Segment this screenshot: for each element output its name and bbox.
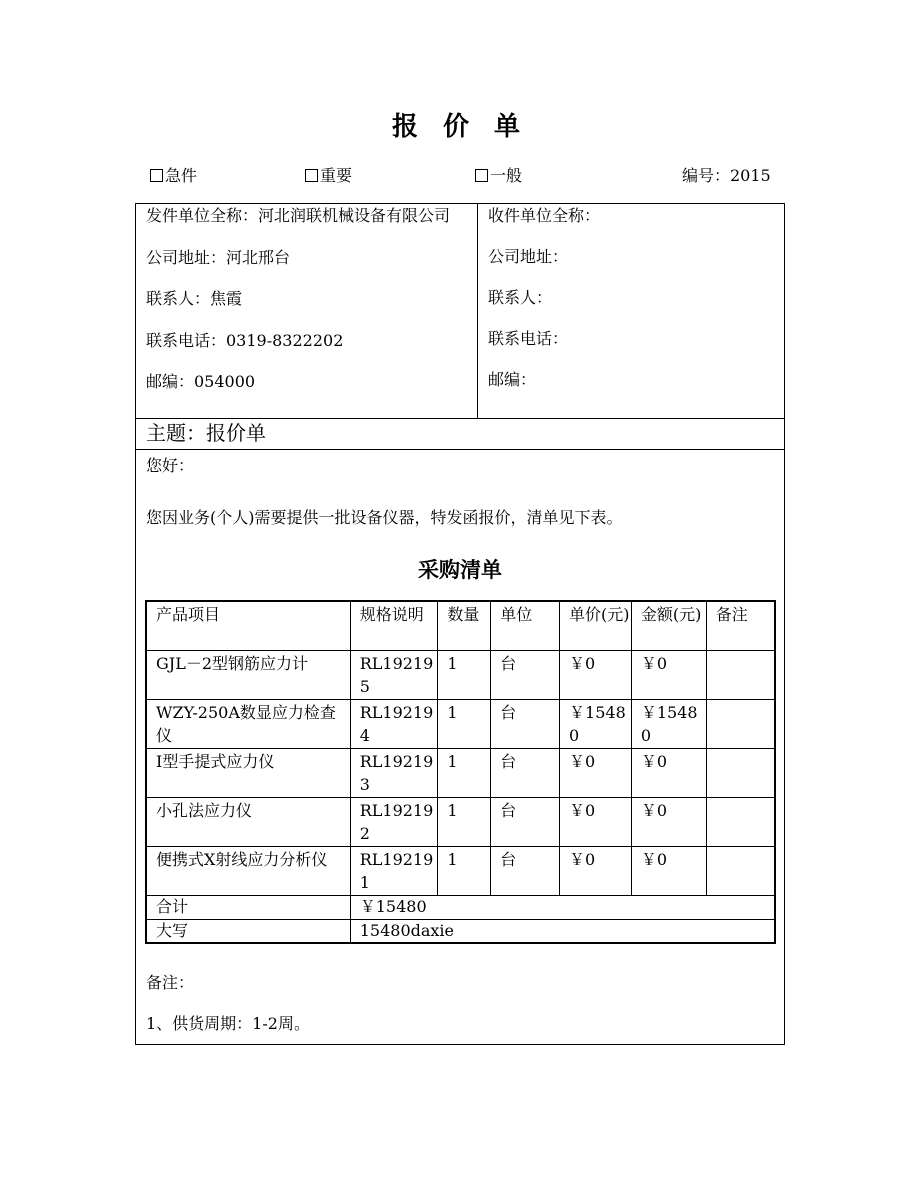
important-label: 重要 [320, 166, 353, 185]
total-label: 合计 [146, 895, 350, 919]
sender-phone: 联系电话：0319-8322202 [146, 330, 344, 350]
cell-unit: 台 [491, 650, 560, 699]
cell-price: ￥0 [560, 846, 632, 895]
receiver-zip: 邮编： [488, 370, 537, 389]
capital-value: 15480daxie [350, 919, 775, 943]
sender-zip: 邮编：054000 [146, 372, 256, 391]
table-row [146, 846, 775, 895]
sender-address: 公司地址：河北邢台 [146, 247, 291, 267]
checkbox-icon [305, 169, 318, 182]
header-unit: 单位 [491, 601, 560, 650]
cell-note [706, 748, 775, 797]
header-qty: 数量 [438, 601, 491, 650]
receiver-info [478, 204, 784, 418]
checkbox-icon [475, 169, 488, 182]
cell-product: GJL－2型钢筋应力计 [146, 650, 350, 699]
checkbox-icon [150, 169, 163, 182]
cell-price: ￥0 [560, 650, 632, 699]
cell-spec: RL192193 [350, 748, 438, 797]
normal-label: 一般 [490, 166, 523, 185]
cell-note [706, 846, 775, 895]
cell-unit: 台 [491, 846, 560, 895]
cell-spec: RL192194 [350, 699, 438, 748]
cell-note [706, 699, 775, 748]
intro-text: 您因业务(个人)需要提供一批设备仪器，特发函报价，清单见下表。 [146, 508, 623, 527]
receiver-company: 收件单位全称： [488, 206, 601, 225]
cell-amount: ￥0 [631, 797, 706, 846]
cell-unit: 台 [491, 699, 560, 748]
capital-label: 大写 [146, 919, 350, 943]
quote-frame [135, 203, 785, 1045]
cell-amount: ￥0 [631, 650, 706, 699]
letter-body [136, 450, 784, 1044]
important-checkbox[interactable] [305, 163, 352, 186]
cell-amount: ￥0 [631, 846, 706, 895]
sender-info [136, 204, 478, 418]
cell-price: ￥0 [560, 797, 632, 846]
greeting: 您好： [146, 456, 195, 475]
document-title: 报 价 单 [391, 112, 529, 142]
cell-product: Ⅰ型手提式应力仪 [146, 748, 350, 797]
total-row [146, 895, 775, 919]
header-spec: 规格说明 [350, 601, 438, 650]
table-header-row [146, 601, 775, 650]
cell-qty: 1 [438, 748, 491, 797]
table-row [146, 748, 775, 797]
capital-row [146, 919, 775, 943]
header-amount: 金额(元) [631, 601, 706, 650]
cell-note [706, 650, 775, 699]
cell-product: WZY-250A数显应力检查仪 [146, 699, 350, 748]
total-value: ￥15480 [350, 895, 775, 919]
cell-spec: RL192192 [350, 797, 438, 846]
purchase-table [145, 600, 776, 944]
cell-unit: 台 [491, 748, 560, 797]
table-row [146, 699, 775, 748]
urgent-checkbox[interactable] [150, 163, 197, 186]
purchase-list-title: 采购清单 [418, 558, 502, 582]
cell-spec: RL192191 [350, 846, 438, 895]
cell-product: 便携式X射线应力分析仪 [146, 846, 350, 895]
receiver-contact: 联系人： [488, 288, 553, 307]
table-row [146, 797, 775, 846]
cell-amount: ￥0 [631, 748, 706, 797]
cell-unit: 台 [491, 797, 560, 846]
remark-item: 1、供货周期：1-2周。 [146, 1014, 310, 1033]
cell-qty: 1 [438, 797, 491, 846]
serial-number: 编号：2015 [682, 166, 771, 185]
urgent-label: 急件 [165, 166, 198, 185]
receiver-address: 公司地址： [488, 247, 569, 266]
cell-qty: 1 [438, 699, 491, 748]
receiver-phone: 联系电话： [488, 329, 569, 348]
cell-product: 小孔法应力仪 [146, 797, 350, 846]
cell-qty: 1 [438, 650, 491, 699]
remarks-label: 备注： [146, 973, 195, 992]
header-product: 产品项目 [146, 601, 350, 650]
sender-company: 发件单位全称：河北润联机械设备有限公司 [146, 206, 451, 225]
cell-qty: 1 [438, 846, 491, 895]
contact-section [136, 204, 784, 419]
cell-price: ￥0 [560, 748, 632, 797]
cell-note [706, 797, 775, 846]
header-price: 单价(元) [560, 601, 632, 650]
cell-price: ￥15480 [560, 699, 632, 748]
subject-line: 主题：报价单 [136, 419, 784, 450]
sender-contact: 联系人：焦霞 [146, 289, 243, 308]
table-row [146, 650, 775, 699]
cell-spec: RL192195 [350, 650, 438, 699]
header-note: 备注 [706, 601, 775, 650]
normal-checkbox[interactable] [475, 163, 522, 186]
cell-amount: ￥15480 [631, 699, 706, 748]
